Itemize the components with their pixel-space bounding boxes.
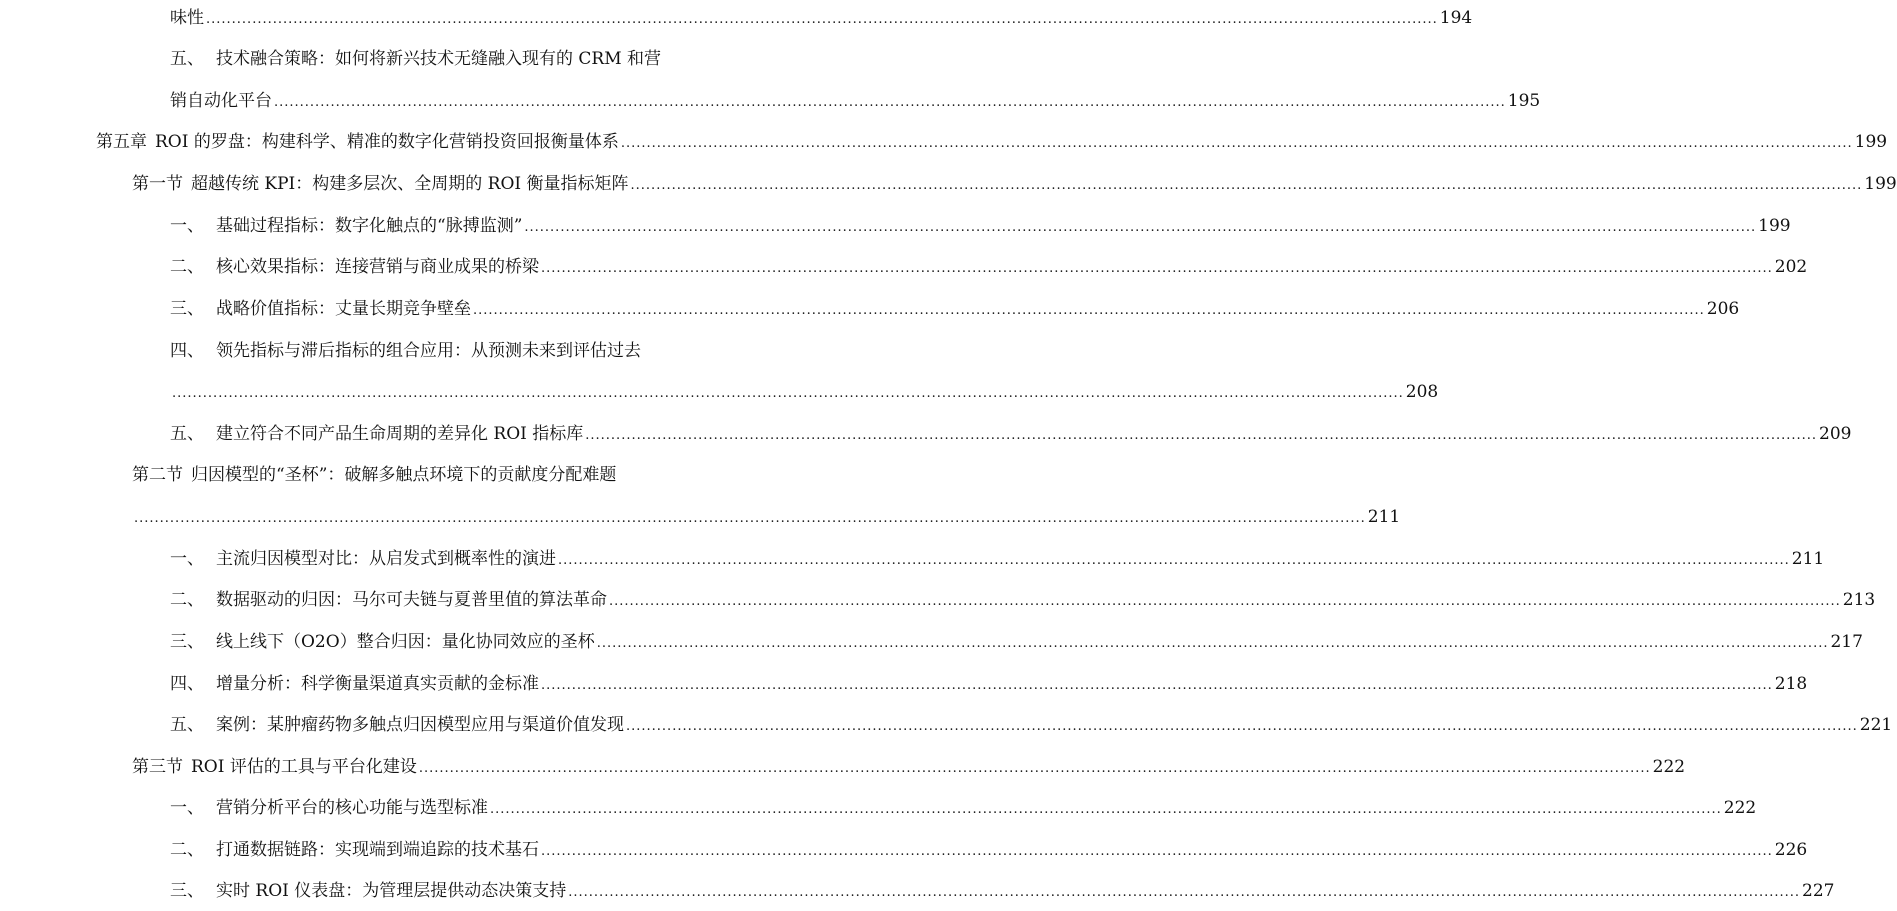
toc-entry-page: 209 — [1819, 424, 1852, 444]
toc-section-title: 超越传统 KPI：构建多层次、全周期的 ROI 衡量指标矩阵 — [191, 174, 629, 194]
toc-entry-number: 一、 — [170, 549, 204, 569]
toc-entry-number: 四、 — [170, 341, 204, 361]
toc-entry-title: 增量分析：科学衡量渠道真实贡献的金标准 — [216, 674, 539, 694]
leader-dots — [206, 5, 1438, 35]
toc-entry-page: 227 — [1802, 881, 1835, 901]
leader-dots — [568, 878, 1800, 908]
toc-entry-number: 五、 — [170, 49, 204, 69]
leader-dots — [585, 421, 1817, 451]
toc-entry-title: 案例：某肿瘤药物多触点归因模型应用与渠道价值发现 — [216, 715, 624, 735]
toc-entry-page: 218 — [1774, 674, 1808, 694]
toc-section-title: ROI 评估的工具与平台化建设 — [191, 757, 417, 777]
toc-chapter-entry[interactable] — [96, 127, 1888, 157]
toc-entry-page: 199 — [1758, 216, 1791, 236]
toc-chapter-title: ROI 的罗盘：构建科学、精准的数字化营销投资回报衡量体系 — [155, 132, 619, 152]
leader-dots — [597, 629, 1829, 659]
toc-entry-number: 三、 — [170, 299, 204, 319]
leader-dots — [419, 754, 1651, 784]
toc-entry[interactable] — [170, 336, 698, 366]
toc-entry-page: 221 — [1859, 715, 1893, 735]
toc-chapter-number: 第五章 — [96, 132, 147, 152]
leader-dots — [558, 546, 1790, 576]
leader-dots — [473, 296, 1705, 326]
toc-entry[interactable] — [170, 710, 1893, 740]
toc-entry[interactable] — [170, 3, 1473, 33]
toc-section-entry[interactable] — [132, 752, 1686, 782]
toc-entry-page: 194 — [1439, 8, 1473, 28]
toc-entry-page: 211 — [1367, 507, 1401, 527]
toc-entry-title: 打通数据链路：实现端到端追踪的技术基石 — [216, 840, 539, 860]
toc-entry-title: 领先指标与滞后指标的组合应用：从预测未来到评估过去 — [216, 341, 641, 361]
toc-entry-page: 226 — [1774, 840, 1808, 860]
toc-entry[interactable] — [170, 669, 1808, 699]
toc-entry-title: 技术融合策略：如何将新兴技术无缝融入现有的 CRM 和营 — [216, 49, 662, 69]
toc-entry-number: 三、 — [170, 632, 204, 652]
toc-entry-page: 217 — [1830, 632, 1863, 652]
leader-dots — [134, 504, 1366, 534]
leader-dots — [524, 213, 1756, 243]
toc-entry-page: 206 — [1706, 299, 1740, 319]
toc-entry-page: 199 — [1854, 132, 1888, 152]
toc-entry[interactable] — [170, 211, 1791, 241]
toc-entry-number: 五、 — [170, 715, 204, 735]
toc-section-entry[interactable] — [132, 169, 1897, 199]
toc-section-entry[interactable] — [132, 502, 1401, 532]
toc-entry-title: 味性 — [170, 8, 204, 28]
toc-entry-number: 一、 — [170, 798, 204, 818]
leader-dots — [609, 587, 1841, 617]
toc-entry[interactable] — [170, 86, 1541, 116]
leader-dots — [274, 88, 1506, 118]
toc-entry-title: 营销分析平台的核心功能与选型标准 — [216, 798, 488, 818]
toc-entry-number: 二、 — [170, 840, 204, 860]
leader-dots — [631, 171, 1863, 201]
toc-entry-number: 二、 — [170, 590, 204, 610]
toc-entry-page: 213 — [1842, 590, 1876, 610]
leader-dots — [541, 254, 1773, 284]
toc-entry-page: 211 — [1791, 549, 1825, 569]
toc-entry-page: 222 — [1652, 757, 1686, 777]
toc-entry-title: 数据驱动的归因：马尔可夫链与夏普里值的算法革命 — [216, 590, 607, 610]
toc-entry[interactable] — [170, 44, 698, 74]
leader-dots — [541, 837, 1773, 867]
toc-entry-page: 202 — [1774, 257, 1808, 277]
toc-entry[interactable] — [170, 419, 1852, 449]
toc-entry[interactable] — [170, 585, 1876, 615]
toc-entry[interactable] — [170, 377, 1439, 407]
toc-entry-page: 199 — [1864, 174, 1897, 194]
toc-entry-title: 线上线下（O2O）整合归因：量化协同效应的圣杯 — [216, 632, 595, 652]
toc-entry[interactable] — [170, 252, 1808, 282]
leader-dots — [541, 671, 1773, 701]
toc-entry-title: 主流归因模型对比：从启发式到概率性的演进 — [216, 549, 556, 569]
toc-section-number: 第一节 — [132, 174, 183, 194]
toc-entry[interactable] — [170, 835, 1808, 865]
toc-entry-title: 核心效果指标：连接营销与商业成果的桥梁 — [216, 257, 539, 277]
toc-entry-title: 建立符合不同产品生命周期的差异化 ROI 指标库 — [216, 424, 584, 444]
toc-entry[interactable] — [170, 627, 1863, 657]
toc-entry[interactable] — [170, 876, 1835, 906]
toc-section-number: 第三节 — [132, 757, 183, 777]
leader-dots — [621, 129, 1853, 159]
toc-entry-number: 五、 — [170, 424, 204, 444]
toc-section-number: 第二节 — [132, 465, 183, 485]
toc-entry-title: 销自动化平台 — [170, 91, 272, 111]
toc-entry-number: 一、 — [170, 216, 204, 236]
toc-entry[interactable] — [170, 793, 1757, 823]
toc-section-entry[interactable] — [132, 460, 698, 490]
toc-section-title: 归因模型的“圣杯”：破解多触点环境下的贡献度分配难题 — [191, 465, 617, 485]
toc-entry[interactable] — [170, 294, 1740, 324]
leader-dots — [490, 795, 1722, 825]
toc-entry-number: 三、 — [170, 881, 204, 901]
leader-dots — [626, 712, 1858, 742]
toc-entry-title: 战略价值指标：丈量长期竞争壁垒 — [216, 299, 471, 319]
toc-entry-number: 二、 — [170, 257, 204, 277]
toc-entry-title: 实时 ROI 仪表盘：为管理层提供动态决策支持 — [216, 881, 567, 901]
toc-entry-page: 222 — [1723, 798, 1757, 818]
toc-entry-page: 208 — [1405, 382, 1439, 402]
leader-dots — [172, 379, 1404, 409]
toc-entry[interactable] — [170, 544, 1825, 574]
toc-entry-page: 195 — [1507, 91, 1541, 111]
toc-entry-title: 基础过程指标：数字化触点的“脉搏监测” — [216, 216, 523, 236]
toc-entry-number: 四、 — [170, 674, 204, 694]
